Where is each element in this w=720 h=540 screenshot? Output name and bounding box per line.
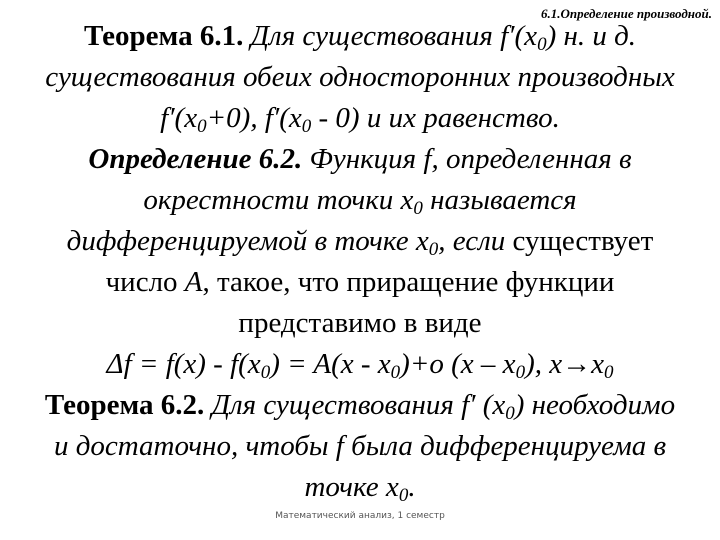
- header-title: 6.1.Определение производной.: [540, 6, 712, 21]
- definition-6-2-line-4: число A, такое, что приращение функции: [105, 266, 615, 298]
- theorem-6-2-label: Теорема 6.2.: [44, 389, 205, 421]
- definition-6-2-line-2: окрестности точки $x_0$ называется: [143, 184, 577, 219]
- definition-6-2-line-5: представимо в виде: [238, 307, 482, 339]
- theorem-6-2-line-1: Теорема 6.2. Для существования f′ $(x_0)$ необходимо: [44, 389, 676, 424]
- definition-6-2-line-1: Определение 6.2. Функция f, определенная в: [88, 143, 632, 175]
- definition-6-2-label: Определение 6.2.: [88, 143, 303, 175]
- theorem-6-1-line-1: Теорема 6.1. Для существования $f'(x_0)$ н. и д.: [83, 20, 637, 55]
- theorem-6-1-line-3: $f'(x_0+0)$, $f'(x_0 - 0)$ и их равенство.: [160, 102, 560, 137]
- arrow-symbol: →: [562, 348, 592, 380]
- delta-symbol: Δ: [106, 348, 124, 380]
- definition-6-2-line-3: дифференцируемой в точке $x_0$, если существует: [66, 225, 654, 260]
- theorem-6-1-label: Теорема 6.1.: [83, 20, 244, 52]
- theorem-6-1-line-2: существования обеих односторонних производных: [45, 61, 675, 93]
- differentiability-formula: $\Delta f = f(x) - f(x_0) = A(x - x_0)+o$ $(x - x_0)$, $x\to x_0$: [106, 348, 614, 383]
- theorem-6-2-line-2: и достаточно, чтобы f была дифференцируема в: [53, 430, 667, 462]
- slide-body: [0, 16, 720, 508]
- theorem-6-2-line-3: точке $x_0$.: [304, 471, 416, 506]
- footer-course: Математический анализ, 1 семестр: [275, 511, 445, 521]
